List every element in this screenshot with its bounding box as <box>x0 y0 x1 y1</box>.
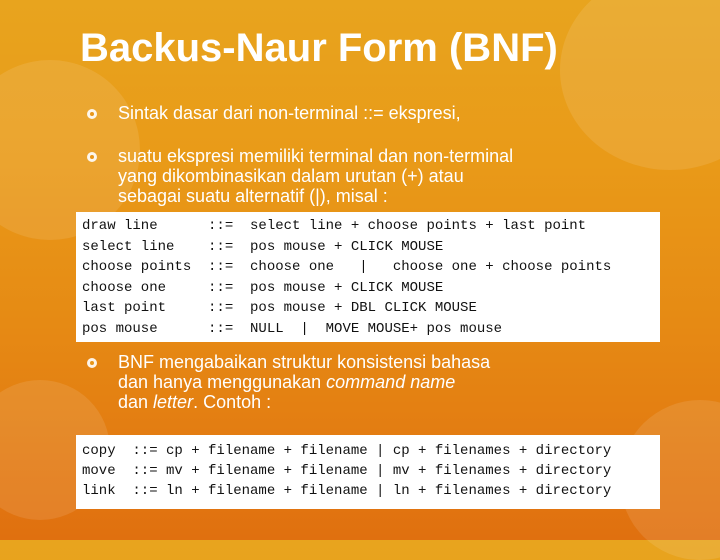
code-line: move ::= mv + filename + filename | mv + filenames + directory <box>82 463 612 479</box>
code-line: choose points ::= choose one | choose one + choose points <box>82 259 612 276</box>
bullet-text-segment: dan <box>118 392 154 412</box>
bullet-text <box>118 146 688 206</box>
bullet-text-line <box>118 372 688 392</box>
bullet-text-line: BNF mengabaikan struktur konsistensi bahasa <box>118 352 491 372</box>
slide-title: Backus-Naur Form (BNF) <box>80 26 558 70</box>
bullet-text-segment: dan hanya menggunakan <box>118 372 327 392</box>
flower-bullet-icon <box>86 108 98 120</box>
bullet-text-italic: command name <box>326 372 456 392</box>
code-line: choose one ::= pos mouse + CLICK MOUSE <box>82 279 444 296</box>
bullet-text <box>118 352 688 412</box>
code-line: pos mouse ::= NULL | MOVE MOUSE+ pos mouse <box>82 320 503 337</box>
bullet-text-line: suatu ekspresi memiliki terminal dan non-terminal <box>118 146 514 166</box>
command-code-block <box>76 435 660 509</box>
code-line: select line ::= pos mouse + CLICK MOUSE <box>82 238 444 255</box>
bullet-text-line: sebagai suatu alternatif (|), misal : <box>118 186 388 206</box>
flower-bullet-icon <box>86 151 98 163</box>
code-line: last point ::= pos mouse + DBL CLICK MOUSE <box>82 300 477 317</box>
bullet-text-line: yang dikombinasikan dalam urutan (+) atau <box>118 166 464 186</box>
flower-bullet-icon <box>86 357 98 369</box>
bullet-text: Sintak dasar dari non-terminal ::= ekspresi, <box>118 103 461 123</box>
code-line: draw line ::= select line + choose points + last point <box>82 218 587 234</box>
background-decoration <box>560 0 720 170</box>
bnf-code-block <box>76 212 660 342</box>
code-line: link ::= ln + filename + filename | ln + filenames + directory <box>82 483 612 499</box>
code-line: copy ::= cp + filename + filename | cp + filenames + directory <box>82 443 612 459</box>
bullet-text-segment: . Contoh : <box>193 392 272 412</box>
bullet-text-italic: letter <box>153 392 194 412</box>
bullet-text-line <box>118 392 688 412</box>
